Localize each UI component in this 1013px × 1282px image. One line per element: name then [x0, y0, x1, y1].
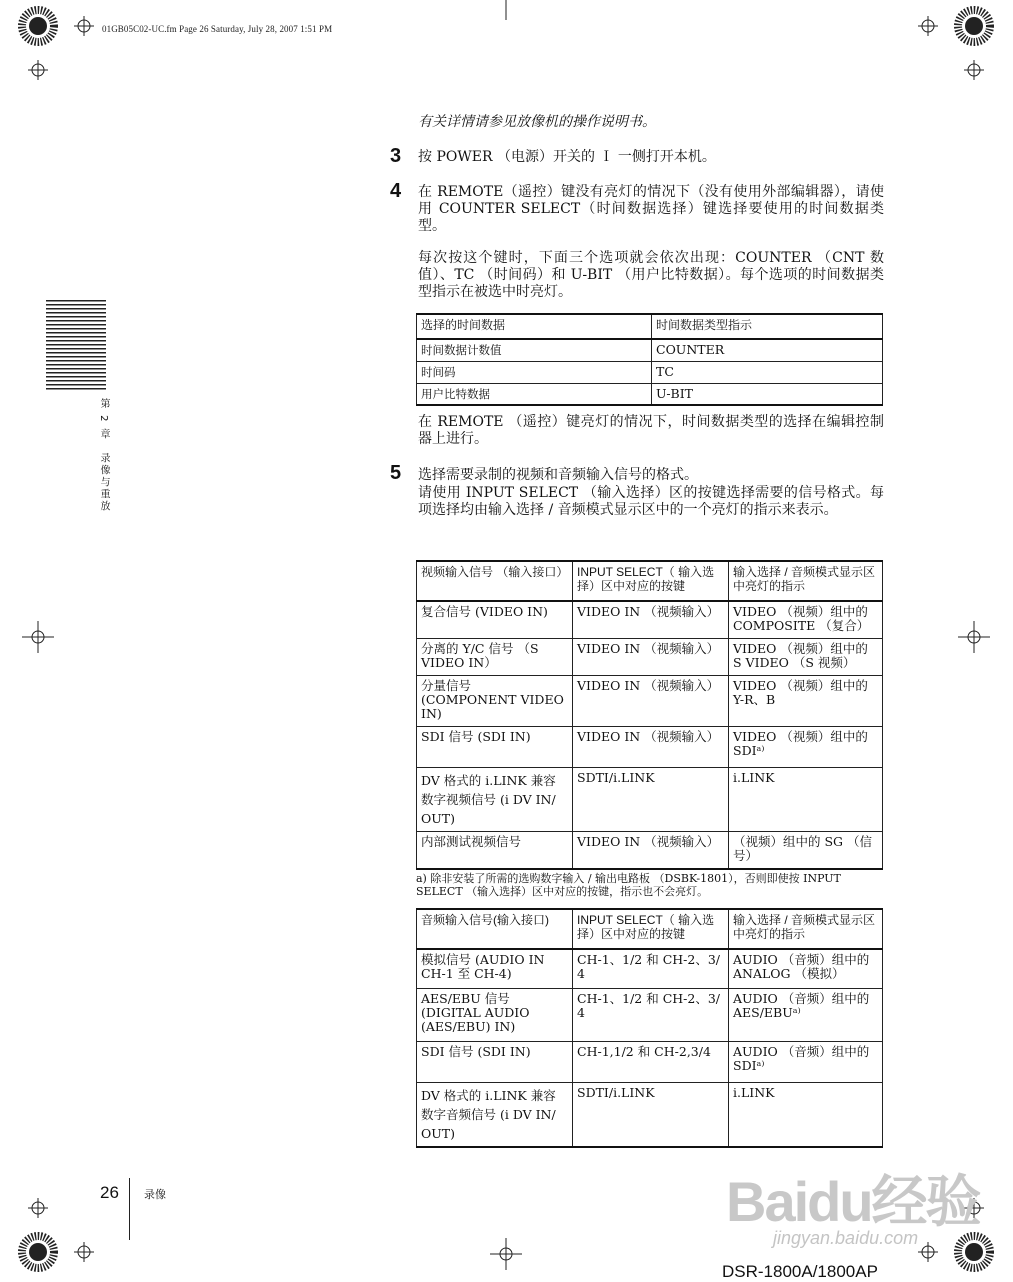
step-4-after: 在 REMOTE （遥控）键亮灯的情况下，时间数据类型的选择在编辑控制器上进行。	[418, 414, 884, 447]
table-cell: 时间码	[417, 362, 652, 384]
sunburst-mark-br	[958, 1236, 990, 1268]
footnote: a) 除非安装了所需的选购数字输入 / 输出电路板 （DSBK-1801），否则即使按 INPUT SELECT （输入选择）区中对应的按键，指示也不会亮灯。	[416, 872, 841, 898]
table-cell: VIDEO （视频）组中的 S VIDEO （S 视频）	[729, 639, 883, 676]
table-cell: VIDEO IN （视频输入）	[573, 676, 729, 727]
table-cell: VIDEO IN （视频输入）	[573, 727, 729, 768]
table-cell: AUDIO （音频）组中的 SDIᵃ⁾	[729, 1042, 883, 1083]
table-header: INPUT SELECT（ 输入选择）区中对应的按键	[573, 561, 729, 601]
table-row	[417, 639, 883, 676]
crosshair-mark-top-right	[918, 16, 938, 36]
crosshair-mark-mid-left	[22, 621, 54, 653]
intro-text: 有关详情请参见放像机的操作说明书。	[418, 114, 656, 130]
step-3-number: 3	[390, 145, 402, 167]
table-cell: （视频）组中的 SG （信号）	[729, 832, 883, 870]
table-row	[417, 989, 883, 1042]
step-5-number: 5	[390, 462, 402, 484]
crosshair-mark-mid-right	[958, 621, 990, 653]
watermark-logo: Baidu经验	[726, 1170, 980, 1233]
step-3-text: 按 POWER （电源）开关的 Ｉ 一侧打开本机。	[418, 149, 716, 165]
table-cell: 模拟信号 (AUDIO IN CH-1 至 CH-4)	[417, 949, 573, 989]
file-header: 01GB05C02-UC.fm Page 26 Saturday, July 28, 2007 1:51 PM	[102, 24, 333, 34]
table-header: 输入选择 / 音频模式显示区中亮灯的指示	[729, 561, 883, 601]
step-4-text: 在 REMOTE（遥控）键没有亮灯的情况下（没有使用外部编辑器），请使用 COUNTER SELECT（时间数据选择）键选择要使用的时间数据类型。	[418, 184, 884, 234]
audio-input-table	[416, 908, 883, 1148]
table-cell: TC	[652, 362, 883, 384]
table-cell: U-BIT	[652, 384, 883, 406]
table-cell: SDI 信号 (SDI IN)	[417, 1042, 573, 1083]
table-cell: 内部测试视频信号	[417, 832, 573, 870]
table-row	[417, 384, 883, 406]
table-cell: 分离的 Y/C 信号 （S VIDEO IN）	[417, 639, 573, 676]
table-cell: VIDEO IN （视频输入）	[573, 601, 729, 639]
table-cell: DV 格式的 i.LINK 兼容数字音频信号 (i DV IN/ OUT)	[417, 1083, 573, 1148]
sunburst-mark-tl	[22, 10, 54, 42]
table-cell: VIDEO IN （视频输入）	[573, 832, 729, 870]
table-row	[417, 1083, 883, 1148]
table-cell: CH-1,1/2 和 CH-2,3/4	[573, 1042, 729, 1083]
table-cell: 复合信号 (VIDEO IN)	[417, 601, 573, 639]
table-row	[417, 339, 883, 362]
time-data-table	[416, 313, 883, 406]
step-5-text: 请使用 INPUT SELECT （输入选择）区的按键选择需要的信号格式。每项选择均由输入选择 / 音频模式显示区中的一个亮灯的指示来表示。	[418, 485, 884, 518]
table-cell: VIDEO IN （视频输入）	[573, 639, 729, 676]
table-row	[417, 1042, 883, 1083]
table-row	[417, 768, 883, 832]
table-cell: AUDIO （音频）组中的 AES/EBUᵃ⁾	[729, 989, 883, 1042]
chapter-tab-label: 第 2 章 录像与重放	[98, 398, 109, 513]
watermark-url: jingyan.baidu.com	[773, 1228, 919, 1248]
table-cell: 用户比特数据	[417, 384, 652, 406]
crosshair-mark-top-left	[28, 60, 48, 80]
table-cell: CH-1、1/2 和 CH-2、3/ 4	[573, 989, 729, 1042]
table-cell: i.LINK	[729, 768, 883, 832]
table-cell: AUDIO （音频）组中的 ANALOG （模拟）	[729, 949, 883, 989]
footer-divider	[129, 1178, 130, 1240]
table-row	[417, 832, 883, 870]
crosshair-mark-bottom-mid	[490, 1238, 522, 1270]
step-4-detail: 每次按这个键时，下面三个选项就会依次出现：COUNTER （CNT 数值）、TC （时间码）和 U-BIT （用户比特数据）。每个选项的时间数据类型指示在被选中时亮灯。	[418, 250, 884, 300]
video-input-table	[416, 560, 883, 870]
table-header: 选择的时间数据	[417, 314, 652, 339]
table-header: 输入选择 / 音频模式显示区中亮灯的指示	[729, 909, 883, 949]
footer-section: 录像	[144, 1188, 166, 1201]
crosshair-mark-bottom-left	[28, 1198, 48, 1218]
table-row	[417, 601, 883, 639]
table-cell: 时间数据计数值	[417, 339, 652, 362]
model-name: DSR-1800A/1800AP	[722, 1262, 878, 1281]
table-header: 时间数据类型指示	[652, 314, 883, 339]
table-header: 音频输入信号(输入接口)	[417, 909, 573, 949]
table-header: 视频输入信号 （输入接口）	[417, 561, 573, 601]
table-cell: VIDEO （视频）组中的 Y-R、B	[729, 676, 883, 727]
sunburst-mark-bl	[22, 1236, 54, 1268]
crosshair-mark-bottom-right	[918, 1242, 938, 1262]
table-cell: VIDEO （视频）组中的 SDIᵃ⁾	[729, 727, 883, 768]
crosshair-mark-top-left2	[74, 16, 94, 36]
crosshair-mark-bottom-left2	[74, 1242, 94, 1262]
chapter-tab-stripes	[46, 300, 106, 392]
table-cell: i.LINK	[729, 1083, 883, 1148]
table-row	[417, 727, 883, 768]
table-cell: SDI 信号 (SDI IN)	[417, 727, 573, 768]
sunburst-mark-tr	[958, 10, 990, 42]
crosshair-mark-top-right2	[964, 60, 984, 80]
table-cell: 分量信号 (COMPONENT VIDEO IN)	[417, 676, 573, 727]
table-cell: DV 格式的 i.LINK 兼容数字视频信号 (i DV IN/ OUT)	[417, 768, 573, 832]
step-4-number: 4	[390, 180, 402, 202]
table-row	[417, 949, 883, 989]
table-cell: VIDEO （视频）组中的 COMPOSITE （复合）	[729, 601, 883, 639]
table-cell: SDTI/i.LINK	[573, 1083, 729, 1148]
table-cell: AES/EBU 信号 (DIGITAL AUDIO (AES/EBU) IN)	[417, 989, 573, 1042]
table-cell: SDTI/i.LINK	[573, 768, 729, 832]
table-row	[417, 362, 883, 384]
table-cell: CH-1、1/2 和 CH-2、3/ 4	[573, 949, 729, 989]
table-header: INPUT SELECT（ 输入选择）区中对应的按键	[573, 909, 729, 949]
table-cell: COUNTER	[652, 339, 883, 362]
page-number: 26	[100, 1183, 119, 1202]
step-5-line1: 选择需要录制的视频和音频输入信号的格式。	[418, 467, 698, 483]
table-row	[417, 676, 883, 727]
